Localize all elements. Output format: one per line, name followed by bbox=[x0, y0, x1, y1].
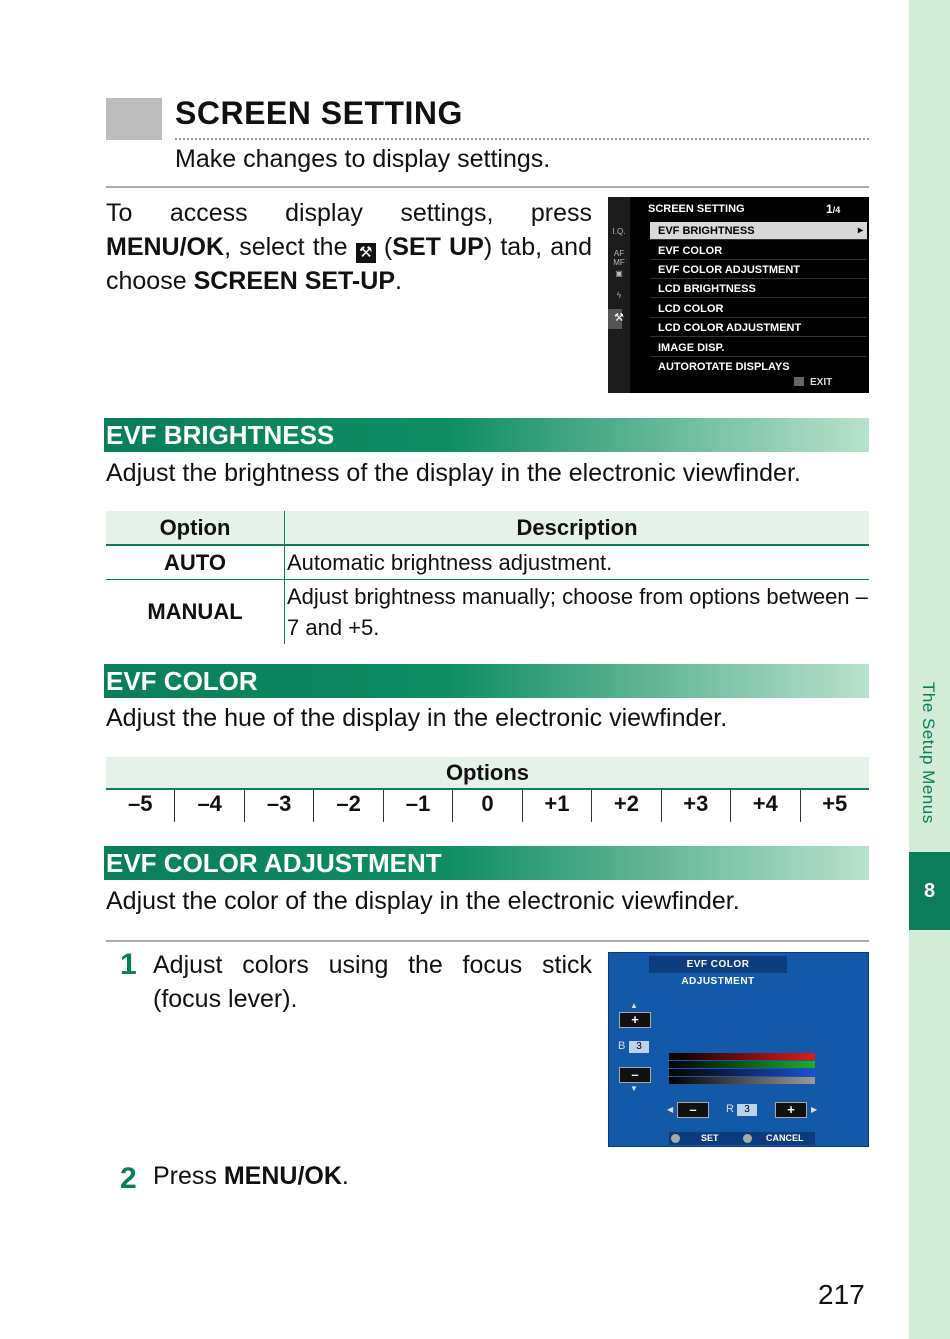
step-1-text: Adjust colors using the focus stick (focus lever). bbox=[153, 951, 592, 1013]
step-2-text bbox=[153, 1162, 349, 1191]
title-dotted-rule bbox=[175, 138, 869, 140]
b-value: 3 bbox=[629, 1041, 649, 1053]
menu-ok-label: MENU/OK bbox=[223, 1162, 342, 1190]
page-number: 217 bbox=[818, 1279, 865, 1310]
wrench-icon: ⚒ bbox=[356, 243, 376, 263]
menu-page-current: 1 bbox=[826, 202, 833, 216]
blue-bar bbox=[669, 1069, 815, 1076]
set-label: SET bbox=[701, 1133, 719, 1143]
access-text-5: . bbox=[395, 267, 402, 295]
side-label bbox=[909, 682, 950, 852]
column-header-description: Description bbox=[285, 511, 870, 545]
gray-bar bbox=[669, 1077, 815, 1084]
left-arrow-icon: ◀ bbox=[667, 1105, 674, 1114]
evf-color-description: Adjust the hue of the display in the electronic viewfinder. bbox=[106, 704, 728, 732]
title-marker bbox=[106, 98, 162, 140]
flash-tab-icon: ϟ bbox=[616, 291, 622, 300]
page-title: SCREEN SETTING bbox=[175, 95, 463, 131]
section-heading-evf-color-adjustment: EVF COLOR ADJUSTMENT bbox=[104, 846, 869, 880]
wrench-tab-icon: ⚒ bbox=[614, 312, 624, 324]
access-text-1: To access display settings, press bbox=[106, 199, 592, 227]
options-row bbox=[106, 790, 869, 822]
adjustment-heading: EVF COLOR ADJUSTMENT bbox=[649, 956, 787, 973]
evf-color-adjustment-description: Adjust the color of the display in the electronic viewfinder. bbox=[106, 887, 740, 915]
down-arrow-icon: ▼ bbox=[630, 1084, 638, 1093]
menu-item-evf-brightness[interactable]: EVF BRIGHTNESS ▸ bbox=[650, 222, 867, 240]
af-mf-tab-icon: AF MF bbox=[613, 249, 625, 267]
option-value: +2 bbox=[591, 790, 660, 822]
chapter-number: 8 bbox=[909, 852, 950, 930]
color-balance-bars bbox=[669, 1053, 815, 1083]
access-text-2: , select the bbox=[224, 233, 356, 261]
r-plus-button[interactable]: + bbox=[775, 1102, 807, 1118]
section-heading-evf-color: EVF COLOR bbox=[104, 664, 869, 698]
description-cell: Adjust brightness manually; choose from options between –7 and +5. bbox=[287, 584, 868, 640]
column-header-option: Option bbox=[106, 511, 285, 545]
options-header: Options bbox=[106, 757, 869, 790]
option-value: 0 bbox=[452, 790, 521, 822]
back-button-icon bbox=[743, 1134, 752, 1143]
iq-tab-icon: I.Q. bbox=[612, 227, 626, 236]
divider bbox=[106, 940, 869, 942]
color-adjustment-screenshot bbox=[608, 952, 869, 1147]
menu-page bbox=[826, 202, 840, 216]
menu-footer bbox=[794, 377, 832, 388]
option-value: –4 bbox=[174, 790, 243, 822]
r-axis-label: R bbox=[726, 1103, 734, 1115]
ok-button-icon bbox=[671, 1134, 680, 1143]
r-value: 3 bbox=[737, 1104, 757, 1116]
menu-item-evf-color-adjustment[interactable]: EVF COLOR ADJUSTMENT bbox=[650, 261, 867, 279]
right-arrow-icon: ▶ bbox=[811, 1105, 818, 1114]
menu-item-evf-color[interactable]: EVF COLOR bbox=[650, 242, 867, 260]
step-2-suffix: . bbox=[341, 1162, 349, 1190]
option-value: –5 bbox=[127, 791, 153, 816]
menu-item-lcd-color-adjustment[interactable]: LCD COLOR ADJUSTMENT bbox=[650, 319, 867, 337]
menu-item-lcd-color[interactable]: LCD COLOR bbox=[650, 300, 867, 318]
divider bbox=[106, 186, 869, 188]
menu-exit-label: EXIT bbox=[810, 377, 833, 388]
b-plus-button[interactable]: + bbox=[619, 1012, 651, 1028]
chapter-side-tab bbox=[909, 0, 950, 1339]
set-up-label: SET UP bbox=[392, 233, 484, 261]
step-number: 2 bbox=[120, 1162, 137, 1195]
option-value: +1 bbox=[522, 790, 591, 822]
menu-item-autorotate-displays[interactable]: AUTOROTATE DISPLAYS bbox=[658, 361, 790, 373]
option-value: +4 bbox=[730, 790, 799, 822]
b-minus-button[interactable]: – bbox=[619, 1067, 651, 1083]
evf-brightness-description: Adjust the brightness of the display in the electronic viewfinder. bbox=[106, 459, 801, 487]
description-cell: Automatic brightness adjustment. bbox=[285, 545, 870, 580]
option-value: +5 bbox=[800, 790, 869, 822]
table-header-row bbox=[106, 511, 869, 545]
option-cell: AUTO bbox=[106, 545, 285, 580]
cancel-label: CANCEL bbox=[766, 1133, 804, 1143]
option-cell: MANUAL bbox=[106, 580, 285, 645]
option-value: –2 bbox=[313, 790, 382, 822]
access-instructions bbox=[106, 196, 592, 298]
side-label-text: The Setup Menus bbox=[919, 682, 938, 824]
evf-brightness-table bbox=[106, 511, 869, 644]
adjustment-footer bbox=[669, 1132, 815, 1145]
menu-item-image-disp[interactable]: IMAGE DISP. bbox=[650, 339, 867, 357]
r-minus-button[interactable]: – bbox=[677, 1102, 709, 1118]
red-bar bbox=[669, 1053, 815, 1060]
table-row bbox=[106, 580, 869, 645]
access-text-4: ) tab, and choose bbox=[106, 233, 592, 295]
page-subtitle: Make changes to display settings. bbox=[175, 145, 551, 173]
step-2-prefix: Press bbox=[153, 1162, 224, 1190]
screen-setup-label: SCREEN SET-UP bbox=[193, 267, 395, 295]
access-text-3: ( bbox=[375, 233, 393, 261]
menu-item-lcd-brightness[interactable]: LCD BRIGHTNESS bbox=[650, 280, 867, 298]
b-axis-label: B bbox=[618, 1040, 626, 1052]
up-arrow-icon: ▲ bbox=[630, 1001, 638, 1010]
step-number: 1 bbox=[120, 948, 137, 981]
green-bar bbox=[669, 1061, 815, 1068]
section-heading-evf-brightness: EVF BRIGHTNESS bbox=[104, 418, 869, 452]
menu-ok-label: MENU/OK bbox=[106, 233, 225, 261]
option-value: +3 bbox=[661, 790, 730, 822]
camera-tab-icon: ▣ bbox=[615, 269, 623, 278]
table-row bbox=[106, 545, 869, 580]
menu-page-total: /4 bbox=[832, 205, 841, 215]
back-button-icon bbox=[794, 377, 804, 386]
camera-menu-screenshot bbox=[608, 197, 869, 393]
option-value: –1 bbox=[383, 790, 452, 822]
menu-heading: SCREEN SETTING bbox=[648, 203, 745, 215]
option-value: –3 bbox=[244, 790, 313, 822]
